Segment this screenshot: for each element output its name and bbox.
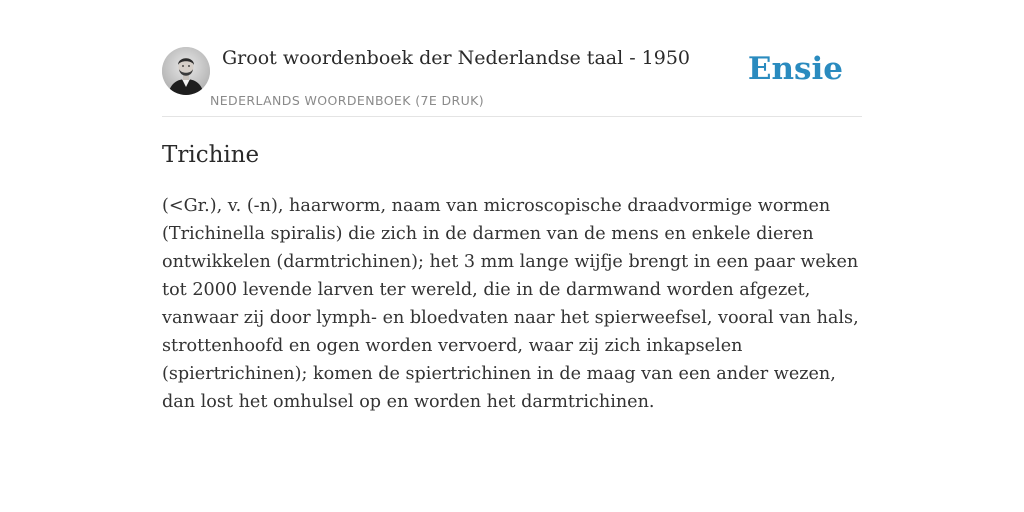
entry-header xyxy=(162,44,862,117)
source-avatar[interactable] xyxy=(162,47,210,95)
portrait-icon xyxy=(162,47,210,95)
brand-logo-link[interactable]: Ensie xyxy=(747,51,843,87)
entry-headword: Trichine xyxy=(162,142,260,168)
entry-definition: (<Gr.), v. (-n), haarworm, naam van microscopische draadvormige wormen (Trichinella spiralis) die zich in de darmen van de mens en enkele dieren ontwikkelen (darmtrichinen); het 3 mm lange wijfje brengt in een paar weken tot 2000 levende larven ter wereld, die in de darmwand worden afgezet, vanwaar zij door lymph- en bloedvaten naar het spierweefsel, vooral van hals, strottenhoofd en ogen worden vervoerd, waar zij zich inkapselen (spiertrichinen); komen de spiertrichinen in de maag van een ander wezen, dan lost het omhulsel op en worden het darmtrichinen. xyxy=(162,196,859,412)
source-subtitle: NEDERLANDS WOORDENBOEK (7E DRUK) xyxy=(210,93,485,108)
source-title[interactable]: Groot woordenboek der Nederlandse taal - 1950 xyxy=(222,47,691,69)
